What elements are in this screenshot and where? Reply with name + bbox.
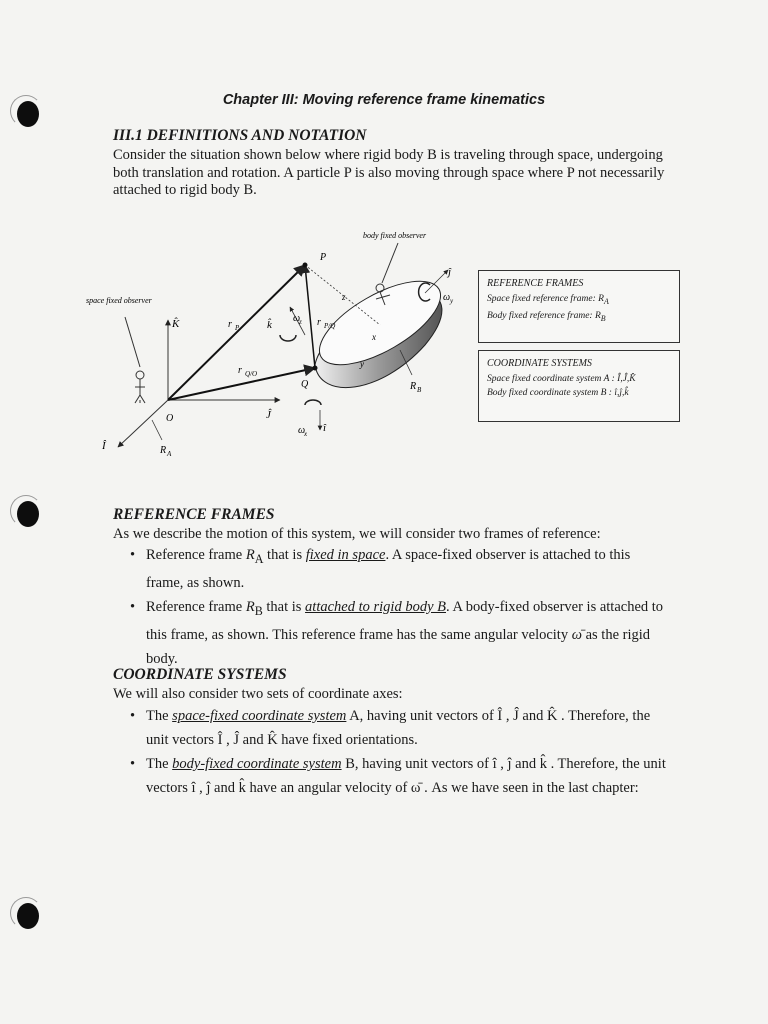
binder-hole [17, 903, 39, 929]
svg-text:R: R [160, 445, 167, 456]
svg-text:ω: ω [298, 425, 306, 436]
coordinate-systems-box: COORDINATE SYSTEMS Space fixed coordinate system A : Î,Ĵ,K̂ Body fixed coordinate system B : î,ĵ,k̂ [478, 350, 680, 422]
reference-frames-box: REFERENCE FRAMES Space fixed reference frame: $R_A$ Body fixed reference frame: $R_B$ [478, 270, 680, 343]
svg-text:ω: ω [293, 313, 301, 324]
svg-text:r: r [238, 365, 242, 376]
kinematics-diagram [80, 225, 480, 465]
svg-text:B: B [417, 386, 422, 394]
svg-text:k̂: k̂ [267, 319, 272, 331]
section-heading-coordinate-systems: COORDINATE SYSTEMS [113, 666, 287, 683]
chapter-title: Chapter III: Moving reference frame kinematics [222, 92, 546, 108]
svg-text:P: P [320, 252, 327, 263]
list-item: • The space-fixed coordinate system A, having unit vectors of Î , Ĵ and K̂ . Therefore, the unit vectors Î , Ĵ and K̂ have fixed orientations. [130, 704, 670, 752]
svg-text:P/Q: P/Q [324, 322, 336, 330]
coordinate-systems-intro: We will also consider two sets of coordinate axes: [113, 686, 403, 702]
svg-text:r: r [228, 319, 232, 330]
I-axis [118, 400, 168, 447]
svg-text:x: x [304, 430, 308, 438]
svg-text:Q/O: Q/O [245, 370, 258, 378]
svg-text:r: r [317, 317, 321, 328]
space-fixed-observer [125, 317, 145, 403]
list-item: • The body-fixed coordinate system B, having unit vectors of î , ĵ and k̂ . Therefore, the unit vectors î , ĵ and k̂ have an angular velocity of ω̄ . As we have seen in the last chapter: [130, 752, 670, 800]
svg-text:Q: Q [301, 379, 309, 390]
space-observer-label: space fixed observer [86, 296, 152, 305]
list-item: • Reference frame $R_B$ that is attached to rigid body B. A body-fixed observer is attached to this frame, as shown. This reference frame has the same angular velocity ω̄ as the rigid body. [130, 595, 670, 671]
svg-text:î: î [323, 422, 327, 434]
svg-text:z: z [342, 292, 346, 302]
binder-hole [17, 501, 39, 527]
svg-text:z: z [299, 318, 302, 326]
svg-text:y: y [360, 359, 364, 369]
svg-text:O: O [166, 413, 174, 424]
r-PQ-vector [305, 265, 315, 368]
svg-text:Î: Î [102, 440, 106, 452]
svg-text:y: y [450, 297, 454, 305]
omega-x-rotation [305, 400, 321, 405]
svg-text:Ĵ: Ĵ [266, 409, 271, 421]
body-observer-label: body fixed observer [363, 231, 427, 240]
svg-text:K̂: K̂ [172, 318, 180, 330]
reference-frames-intro: As we describe the motion of this system, we will consider two frames of reference: [113, 526, 601, 542]
omega-z-rotation [280, 335, 296, 341]
svg-text:ĵ: ĵ [448, 266, 452, 278]
reference-frames-list [130, 543, 670, 671]
section-heading-definitions: III.1 DEFINITIONS AND NOTATION [113, 127, 367, 144]
section-heading-reference-frames: REFERENCE FRAMES [113, 506, 275, 523]
svg-text:ω: ω [443, 292, 451, 303]
svg-text:A: A [167, 450, 172, 458]
svg-text:P: P [235, 324, 240, 332]
svg-text:x: x [372, 332, 376, 342]
svg-text:R: R [410, 381, 417, 392]
r-P-vector [168, 265, 305, 400]
intro-paragraph: Consider the situation shown below where rigid body B is traveling through space, undergoing both translation and rotation. A particle P is also moving through space where P not necessarily attached to rigid body B. [113, 147, 665, 198]
list-item: • Reference frame $R_A$ that is fixed in space. A space-fixed observer is attached to this frame, as shown. [130, 543, 670, 595]
R-A-leader [152, 420, 162, 440]
coordinate-systems-list [130, 704, 670, 800]
